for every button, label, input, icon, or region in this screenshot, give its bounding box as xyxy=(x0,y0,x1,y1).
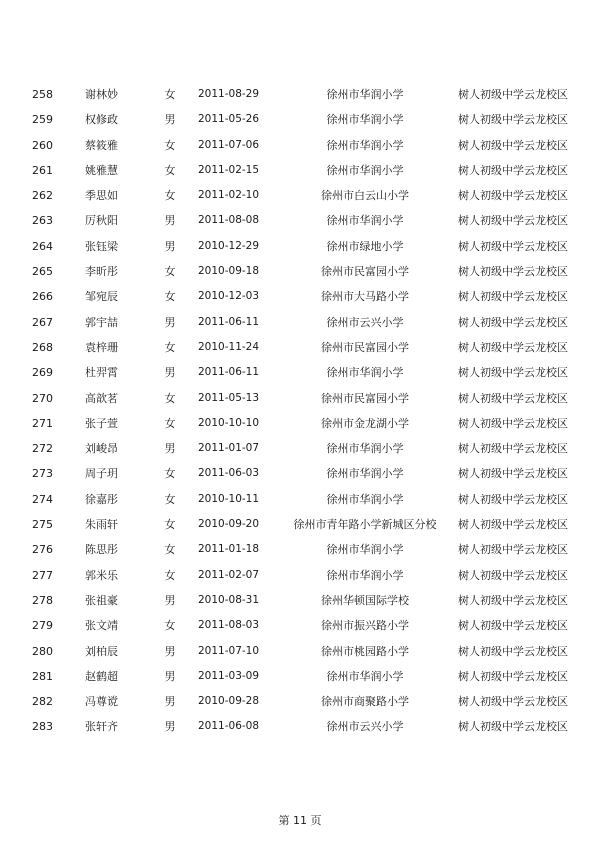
primary-school: 徐州华顿国际学校 xyxy=(321,593,409,607)
birth-date: 2011-01-18 xyxy=(198,543,260,556)
student-gender: 女 xyxy=(164,340,176,354)
admitted-school: 树人初级中学云龙校区 xyxy=(458,416,568,430)
row-number: 271 xyxy=(32,416,53,430)
table-row xyxy=(0,234,600,259)
row-number: 266 xyxy=(32,290,53,304)
birth-date: 2010-09-28 xyxy=(198,695,260,708)
admitted-school: 树人初级中学云龙校区 xyxy=(458,290,568,304)
admitted-school: 树人初级中学云龙校区 xyxy=(458,669,568,683)
birth-date: 2011-02-10 xyxy=(198,189,260,202)
row-number: 258 xyxy=(32,88,53,101)
table-row xyxy=(0,284,600,309)
table-row xyxy=(0,613,600,638)
birth-date: 2010-08-31 xyxy=(198,593,260,606)
birth-date: 2011-05-26 xyxy=(198,113,260,126)
admitted-school: 树人初级中学云龙校区 xyxy=(458,138,568,152)
student-gender: 女 xyxy=(164,138,176,152)
admitted-school: 树人初级中学云龙校区 xyxy=(458,568,568,582)
student-gender: 男 xyxy=(164,239,176,253)
admitted-school: 树人初级中学云龙校区 xyxy=(458,214,568,228)
primary-school: 徐州市华润小学 xyxy=(326,492,404,506)
student-name: 赵鹤超 xyxy=(85,669,118,683)
primary-school: 徐州市华润小学 xyxy=(326,568,404,582)
row-number: 282 xyxy=(32,695,53,709)
row-number: 283 xyxy=(32,720,53,734)
student-gender: 女 xyxy=(164,163,176,177)
admitted-school: 树人初级中学云龙校区 xyxy=(458,720,568,734)
admitted-school: 树人初级中学云龙校区 xyxy=(458,644,568,658)
admitted-school: 树人初级中学云龙校区 xyxy=(458,619,568,633)
birth-date: 2011-07-10 xyxy=(198,644,260,657)
table-row xyxy=(0,133,600,158)
admitted-school: 树人初级中学云龙校区 xyxy=(458,518,568,532)
primary-school: 徐州市华润小学 xyxy=(326,669,404,683)
admitted-school: 树人初级中学云龙校区 xyxy=(458,543,568,557)
row-number: 261 xyxy=(32,163,53,177)
student-name: 郭宇喆 xyxy=(85,315,118,329)
primary-school: 徐州市华润小学 xyxy=(326,467,404,481)
student-gender: 男 xyxy=(164,442,176,456)
birth-date: 2011-02-15 xyxy=(198,163,260,176)
primary-school: 徐州市华润小学 xyxy=(326,214,404,228)
birth-date: 2010-09-18 xyxy=(198,265,260,278)
row-number: 259 xyxy=(32,113,53,127)
student-name: 陈思彤 xyxy=(85,543,118,557)
primary-school: 徐州市华润小学 xyxy=(326,88,404,101)
table-row xyxy=(0,436,600,461)
student-gender: 女 xyxy=(164,391,176,405)
student-gender: 女 xyxy=(164,492,176,506)
admitted-school: 树人初级中学云龙校区 xyxy=(458,695,568,709)
row-number: 268 xyxy=(32,340,53,354)
table-row xyxy=(0,107,600,132)
student-name: 张子萱 xyxy=(85,416,118,430)
student-name: 季思如 xyxy=(85,189,118,203)
birth-date: 2010-11-24 xyxy=(198,340,260,353)
primary-school: 徐州市华润小学 xyxy=(326,138,404,152)
admitted-school: 树人初级中学云龙校区 xyxy=(458,366,568,380)
student-name: 张祖豪 xyxy=(85,593,118,607)
birth-date: 2011-05-13 xyxy=(198,391,260,404)
student-gender: 女 xyxy=(164,619,176,633)
birth-date: 2011-06-11 xyxy=(198,366,260,379)
row-number: 272 xyxy=(32,442,53,456)
student-name: 姚雅慧 xyxy=(85,163,118,177)
row-number: 260 xyxy=(32,138,53,152)
row-number: 263 xyxy=(32,214,53,228)
primary-school: 徐州市华润小学 xyxy=(326,543,404,557)
table-row xyxy=(0,512,600,537)
row-number: 279 xyxy=(32,619,53,633)
primary-school: 徐州市华润小学 xyxy=(326,113,404,127)
row-number: 278 xyxy=(32,593,53,607)
birth-date: 2011-01-07 xyxy=(198,442,260,455)
table-row xyxy=(0,208,600,233)
birth-date: 2011-08-29 xyxy=(198,88,260,100)
primary-school: 徐州市白云山小学 xyxy=(321,189,409,203)
student-name: 权修政 xyxy=(85,113,118,127)
table-row xyxy=(0,487,600,512)
student-name: 李昕彤 xyxy=(85,265,118,279)
birth-date: 2011-08-08 xyxy=(198,214,260,227)
student-gender: 女 xyxy=(164,543,176,557)
table-row xyxy=(0,411,600,436)
row-number: 275 xyxy=(32,518,53,532)
table-row xyxy=(0,310,600,335)
student-name: 张轩齐 xyxy=(85,720,118,734)
birth-date: 2011-02-07 xyxy=(198,568,260,581)
primary-school: 徐州市大马路小学 xyxy=(321,290,409,304)
student-name: 冯尊谠 xyxy=(85,695,118,709)
primary-school: 徐州市华润小学 xyxy=(326,442,404,456)
admitted-school: 树人初级中学云龙校区 xyxy=(458,88,568,101)
student-gender: 男 xyxy=(164,315,176,329)
student-gender: 男 xyxy=(164,720,176,734)
student-name: 邹宛辰 xyxy=(85,290,118,304)
admitted-school: 树人初级中学云龙校区 xyxy=(458,467,568,481)
primary-school: 徐州市华润小学 xyxy=(326,366,404,380)
student-gender: 女 xyxy=(164,290,176,304)
table-row xyxy=(0,386,600,411)
student-gender: 女 xyxy=(164,416,176,430)
table-row xyxy=(0,183,600,208)
birth-date: 2010-12-29 xyxy=(198,239,260,252)
row-number: 273 xyxy=(32,467,53,481)
primary-school: 徐州市青年路小学新城区分校 xyxy=(293,518,437,532)
student-gender: 男 xyxy=(164,644,176,658)
row-number: 276 xyxy=(32,543,53,557)
student-gender: 女 xyxy=(164,467,176,481)
student-name: 袁梓珊 xyxy=(85,340,118,354)
student-gender: 男 xyxy=(164,366,176,380)
row-number: 270 xyxy=(32,391,53,405)
primary-school: 徐州市绿地小学 xyxy=(326,239,404,253)
table-row xyxy=(0,82,600,107)
student-gender: 男 xyxy=(164,593,176,607)
student-name: 杜羿霄 xyxy=(85,366,118,380)
admitted-school: 树人初级中学云龙校区 xyxy=(458,265,568,279)
primary-school: 徐州市华润小学 xyxy=(326,163,404,177)
admitted-school: 树人初级中学云龙校区 xyxy=(458,113,568,127)
birth-date: 2011-08-03 xyxy=(198,619,260,632)
student-name: 张钰梁 xyxy=(85,239,118,253)
table-row xyxy=(0,360,600,385)
row-number: 269 xyxy=(32,366,53,380)
student-name: 张文靖 xyxy=(85,619,118,633)
student-gender: 男 xyxy=(164,669,176,683)
student-list-table xyxy=(0,82,600,740)
table-row xyxy=(0,537,600,562)
birth-date: 2011-03-09 xyxy=(198,669,260,682)
admitted-school: 树人初级中学云龙校区 xyxy=(458,593,568,607)
primary-school: 徐州市云兴小学 xyxy=(326,315,404,329)
primary-school: 徐州市云兴小学 xyxy=(326,720,404,734)
admitted-school: 树人初级中学云龙校区 xyxy=(458,315,568,329)
student-name: 郭米乐 xyxy=(85,568,118,582)
row-number: 274 xyxy=(32,492,53,506)
admitted-school: 树人初级中学云龙校区 xyxy=(458,163,568,177)
student-name: 蔡筱雅 xyxy=(85,138,118,152)
page-number: 第 11 页 xyxy=(278,814,322,827)
birth-date: 2011-07-06 xyxy=(198,138,260,151)
admitted-school: 树人初级中学云龙校区 xyxy=(458,391,568,405)
primary-school: 徐州市商聚路小学 xyxy=(321,695,409,709)
student-gender: 女 xyxy=(164,568,176,582)
admitted-school: 树人初级中学云龙校区 xyxy=(458,239,568,253)
student-gender: 女 xyxy=(164,518,176,532)
student-name: 刘柏辰 xyxy=(85,644,118,658)
birth-date: 2010-12-03 xyxy=(198,290,260,303)
table-row xyxy=(0,158,600,183)
student-name: 周子玥 xyxy=(85,467,118,481)
student-name: 徐嘉彤 xyxy=(85,492,118,506)
primary-school: 徐州市桃园路小学 xyxy=(321,644,409,658)
row-number: 281 xyxy=(32,669,53,683)
primary-school: 徐州市民富园小学 xyxy=(321,340,409,354)
student-gender: 男 xyxy=(164,695,176,709)
table-row xyxy=(0,335,600,360)
birth-date: 2011-06-08 xyxy=(198,720,260,733)
row-number: 262 xyxy=(32,189,53,203)
student-name: 高歆茗 xyxy=(85,391,118,405)
student-gender: 男 xyxy=(164,113,176,127)
admitted-school: 树人初级中学云龙校区 xyxy=(458,189,568,203)
table-row xyxy=(0,664,600,689)
student-gender: 女 xyxy=(164,265,176,279)
row-number: 265 xyxy=(32,265,53,279)
student-gender: 男 xyxy=(164,214,176,228)
primary-school: 徐州市振兴路小学 xyxy=(321,619,409,633)
student-gender: 女 xyxy=(164,189,176,203)
primary-school: 徐州市民富园小学 xyxy=(321,391,409,405)
table-row xyxy=(0,689,600,714)
birth-date: 2011-06-11 xyxy=(198,315,260,328)
birth-date: 2011-06-03 xyxy=(198,467,260,480)
student-gender: 女 xyxy=(164,88,176,101)
row-number: 267 xyxy=(32,315,53,329)
row-number: 277 xyxy=(32,568,53,582)
row-number: 264 xyxy=(32,239,53,253)
table-row xyxy=(0,639,600,664)
birth-date: 2010-10-11 xyxy=(198,492,260,505)
table-row xyxy=(0,563,600,588)
primary-school: 徐州市民富园小学 xyxy=(321,265,409,279)
student-name: 刘峻昂 xyxy=(85,442,118,456)
table-row xyxy=(0,588,600,613)
table-row xyxy=(0,714,600,739)
student-name: 谢林妙 xyxy=(85,88,118,101)
table-row xyxy=(0,461,600,486)
student-name: 朱雨轩 xyxy=(85,518,118,532)
row-number: 280 xyxy=(32,644,53,658)
birth-date: 2010-10-10 xyxy=(198,416,260,429)
admitted-school: 树人初级中学云龙校区 xyxy=(458,492,568,506)
primary-school: 徐州市金龙湖小学 xyxy=(321,416,409,430)
student-name: 厉秋阳 xyxy=(85,214,118,228)
table-row xyxy=(0,259,600,284)
admitted-school: 树人初级中学云龙校区 xyxy=(458,340,568,354)
admitted-school: 树人初级中学云龙校区 xyxy=(458,442,568,456)
birth-date: 2010-09-20 xyxy=(198,518,260,531)
